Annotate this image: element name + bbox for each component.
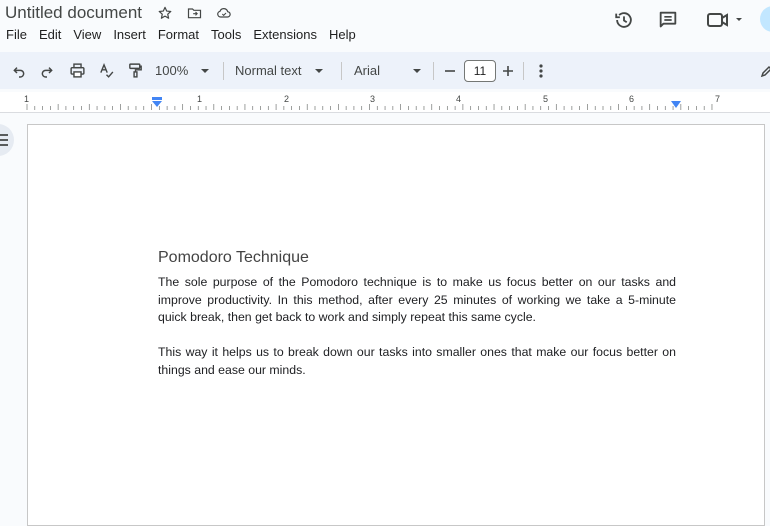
- paint-format-icon[interactable]: [124, 52, 146, 89]
- left-indent-marker[interactable]: [151, 97, 163, 109]
- meet-icon[interactable]: [706, 10, 742, 30]
- zoom-dropdown[interactable]: [155, 52, 215, 89]
- ruler-number: 6: [629, 94, 635, 104]
- toolbar-divider: [433, 62, 434, 80]
- menu-insert[interactable]: Insert: [113, 27, 146, 42]
- cloud-saved-icon[interactable]: [215, 5, 233, 21]
- toolbar-divider: [523, 62, 524, 80]
- document-paragraph[interactable]: This way it helps us to break down our tasks into smaller ones that make our focus better on things and ease our minds.: [158, 345, 676, 377]
- ruler-number: 3: [370, 94, 376, 104]
- menu-help[interactable]: Help: [328, 27, 356, 42]
- outline-icon: [0, 133, 8, 147]
- document-heading[interactable]: Pomodoro Technique: [158, 249, 309, 266]
- chevron-down-icon: [200, 68, 210, 74]
- ruler[interactable]: [0, 92, 770, 113]
- font-dropdown[interactable]: [354, 52, 426, 89]
- right-indent-marker[interactable]: [670, 100, 682, 109]
- style-value: Normal text: [235, 63, 302, 78]
- edit-mode-icon[interactable]: [760, 52, 770, 89]
- ruler-number: 1: [24, 94, 30, 104]
- menu-edit[interactable]: Edit: [38, 27, 62, 42]
- print-icon[interactable]: [66, 52, 88, 89]
- toolbar-divider: [223, 62, 224, 80]
- redo-icon[interactable]: [37, 52, 57, 89]
- document-title[interactable]: Untitled document: [5, 3, 143, 22]
- zoom-value: 100%: [155, 63, 189, 78]
- decrease-font-size-button[interactable]: [442, 52, 458, 89]
- toolbar: [0, 52, 770, 89]
- font-value: Arial: [354, 63, 381, 78]
- document-paragraph[interactable]: The sole purpose of the Pomodoro technique is to make us focus better on our tasks and improve productivity. In this method, after every 25 minutes of working we take a 5-minute quick break, then get back to work and simply repeat this same cycle.: [158, 275, 676, 325]
- menu-extensions[interactable]: Extensions: [253, 27, 317, 42]
- ruler-ticks: [0, 92, 770, 112]
- increase-font-size-button[interactable]: [500, 52, 516, 89]
- move-to-folder-icon[interactable]: [186, 5, 203, 21]
- spellcheck-icon[interactable]: [95, 52, 117, 89]
- ruler-number: 4: [456, 94, 462, 104]
- menu-bar: [0, 27, 362, 45]
- more-icon[interactable]: [533, 52, 549, 89]
- chevron-down-icon: [412, 68, 422, 74]
- ruler-number: 2: [284, 94, 290, 104]
- ruler-number: 5: [543, 94, 549, 104]
- font-size-input[interactable]: 11: [464, 60, 496, 82]
- menu-file[interactable]: File: [6, 27, 27, 42]
- chevron-down-icon: [314, 68, 324, 74]
- menu-view[interactable]: View: [73, 27, 102, 42]
- avatar[interactable]: [760, 6, 770, 32]
- style-dropdown[interactable]: [235, 52, 331, 89]
- menu-tools[interactable]: Tools: [211, 27, 242, 42]
- toolbar-divider: [341, 62, 342, 80]
- minus-icon: [444, 65, 456, 77]
- plus-icon: [502, 65, 514, 77]
- menu-format[interactable]: Format: [157, 27, 199, 42]
- history-icon[interactable]: [613, 9, 635, 31]
- comment-icon[interactable]: [657, 9, 679, 31]
- star-icon[interactable]: [157, 5, 173, 21]
- ruler-number: 7: [715, 94, 721, 104]
- undo-icon[interactable]: [9, 52, 29, 89]
- ruler-number: 1: [197, 94, 203, 104]
